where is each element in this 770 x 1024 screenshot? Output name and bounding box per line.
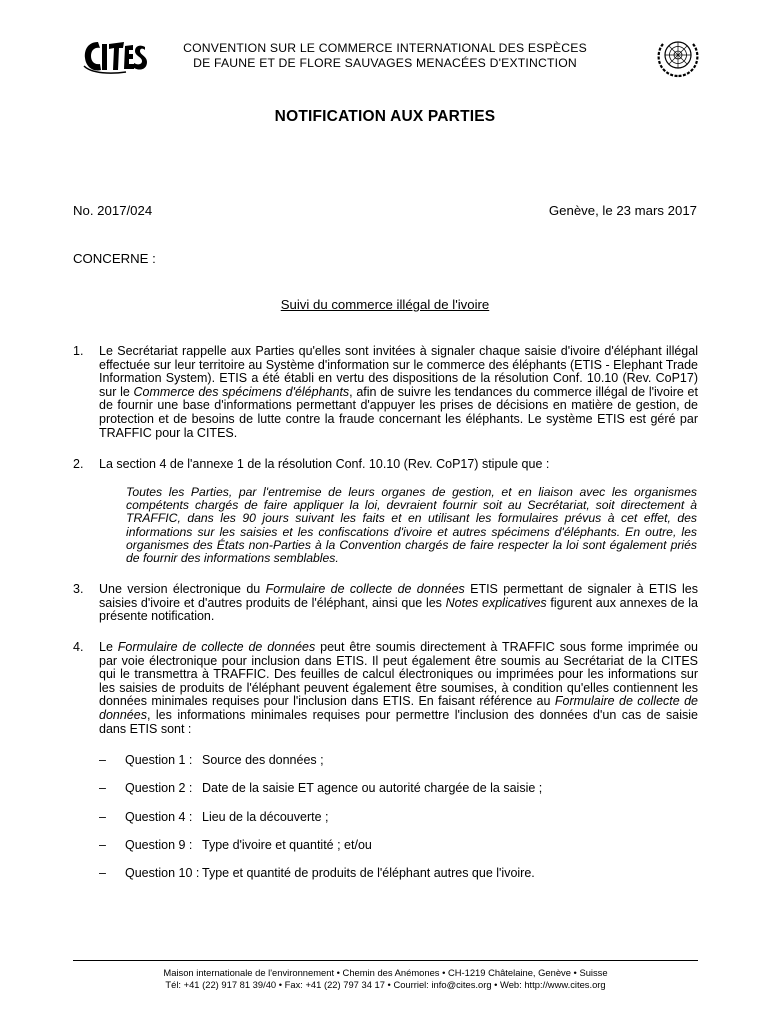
un-emblem — [655, 35, 701, 79]
text-run: ETIS permettant de signaler à ETIS les saisies d'ivoire et d'autres produits de l'éléphant, ainsi que les — [99, 582, 699, 610]
question-text: Type et quantité de produits de l'éléphant autres que l'ivoire. — [202, 866, 535, 880]
text-run: Le — [99, 640, 118, 654]
footer-line-2: Tél: +41 (22) 917 81 39/40 • Fax: +41 (22) 797 34 17 • Courriel: info@cites.org • Web: http://www.cites.org — [165, 979, 606, 990]
cites-logo — [82, 36, 148, 76]
footer-line-1: Maison internationale de l'environnement • Chemin des Anémones • CH-1219 Châtelaine, Genève • Suisse — [163, 967, 608, 978]
text-run: Une version électronique du — [99, 582, 266, 596]
paragraph-3 — [73, 583, 698, 624]
list-dash: – — [99, 810, 106, 824]
concerne-label: CONCERNE : — [73, 251, 156, 266]
notification-date: Genève, le 23 mars 2017 — [548, 203, 697, 218]
text-run: peut être soumis directement à TRAFFIC sous forme imprimée ou par voie électronique pour inclusion dans ETIS. Il peut également être soumis au Secrétariat de la CITES qui le transmettra à TRAFFIC. Des feuilles de calcul électroniques ou imprimées pour les informations sur les saisies de produits de l'éléphant peuvent également être soumises, à condition qu'elles contiennent les données minimales requises pour l'inclusion dans ETIS. En faisant référence au — [99, 640, 699, 709]
question-label: Question 4 : — [125, 810, 193, 824]
question-text: Lieu de la découverte ; — [202, 810, 329, 824]
question-label: Question 1 : — [125, 753, 193, 767]
resolution-quote: Toutes les Parties, par l'entremise de leurs organes de gestion, et en liaison avec les organismes compétents chargés de faire appliquer la loi, devraient fournir soit au Secrétariat, soit directement à TRAFFIC, dans les 90 jours suivant les faits et en utilisant les formulaires prévus à cet effet, des informations sur les saisies et les confiscations d'ivoire et autres spécimens d'éléphants. En outre, les organismes des États non-Parties à la Convention chargés de faire respecter la loi sont également priés de fournir des informations semblables. — [126, 485, 697, 566]
paragraph-text: La section 4 de l'annexe 1 de la résolution Conf. 10.10 (Rev. CoP17) stipule que : — [99, 457, 550, 471]
header-line-2: DE FAUNE ET DE FLORE SAUVAGES MENACÉES D'EXTINCTION — [193, 56, 577, 70]
italic-title: Formulaire de collecte de données — [117, 640, 316, 654]
footer-address — [73, 967, 698, 991]
subject-heading: Suivi du commerce illégal de l'ivoire — [280, 297, 490, 312]
italic-title: Formulaire de collecte de données — [99, 694, 698, 722]
question-label: Question 2 : — [125, 781, 193, 795]
italic-title: Commerce des spécimens d'éléphants — [133, 384, 350, 399]
paragraph-number: 1. — [73, 344, 84, 358]
notification-number: No. 2017/024 — [73, 203, 153, 218]
list-dash: – — [99, 838, 106, 852]
question-text: Date de la saisie ET agence ou autorité chargée de la saisie ; — [202, 781, 543, 795]
header-line-1: CONVENTION SUR LE COMMERCE INTERNATIONAL DES ESPÈCES — [183, 41, 587, 55]
paragraph-number: 2. — [73, 457, 84, 471]
question-label: Question 9 : — [125, 838, 193, 852]
italic-title: Notes explicatives — [445, 595, 547, 610]
question-text: Type d'ivoire et quantité ; et/ou — [202, 838, 372, 852]
document-title: NOTIFICATION AUX PARTIES — [274, 108, 496, 125]
text-run: , afin de suivre les tendances du commerce illégal de l'ivoire et de fournir une base d'informations permettant d'appuyer les prises de décisions en matière de gestion, de protection et de besoins de lutte contre la fraude concernant les éléphants. Le système ETIS est géré par TRAFFIC pour la CITES. — [99, 384, 698, 440]
paragraph-1 — [73, 345, 698, 440]
list-dash: – — [99, 781, 106, 795]
question-label: Question 10 : — [125, 866, 200, 880]
question-text: Source des données ; — [202, 753, 324, 767]
text-run: Le Secrétariat rappelle aux Parties qu'elles sont invitées à signaler chaque saisie d'ivoire d'éléphant illégal effectuée sur leur territoire au Système d'information sur le commerce des éléphants (ETIS - Elephant Trade Information System). ETIS a été établi en vertu des dispositions de la résolution Conf. 10.10 (Rev. CoP17) sur le — [99, 344, 698, 399]
text-run: figurent aux annexes de la présente notification. — [99, 595, 699, 624]
paragraph-text — [99, 641, 698, 736]
paragraph-text — [99, 345, 698, 440]
paragraph-2 — [73, 458, 698, 472]
italic-title: Formulaire de collecte de données — [265, 582, 465, 596]
list-dash: – — [99, 753, 106, 767]
convention-header — [180, 41, 590, 71]
list-dash: – — [99, 866, 106, 880]
text-run: , les informations minimales requises pour permettre l'inclusion des données d'un cas de saisie dans ETIS sont : — [99, 707, 698, 736]
paragraph-number: 4. — [73, 640, 84, 654]
paragraph-number: 3. — [73, 582, 84, 596]
paragraph-text — [99, 583, 698, 624]
paragraph-4 — [73, 641, 698, 736]
footer-divider — [73, 960, 698, 961]
